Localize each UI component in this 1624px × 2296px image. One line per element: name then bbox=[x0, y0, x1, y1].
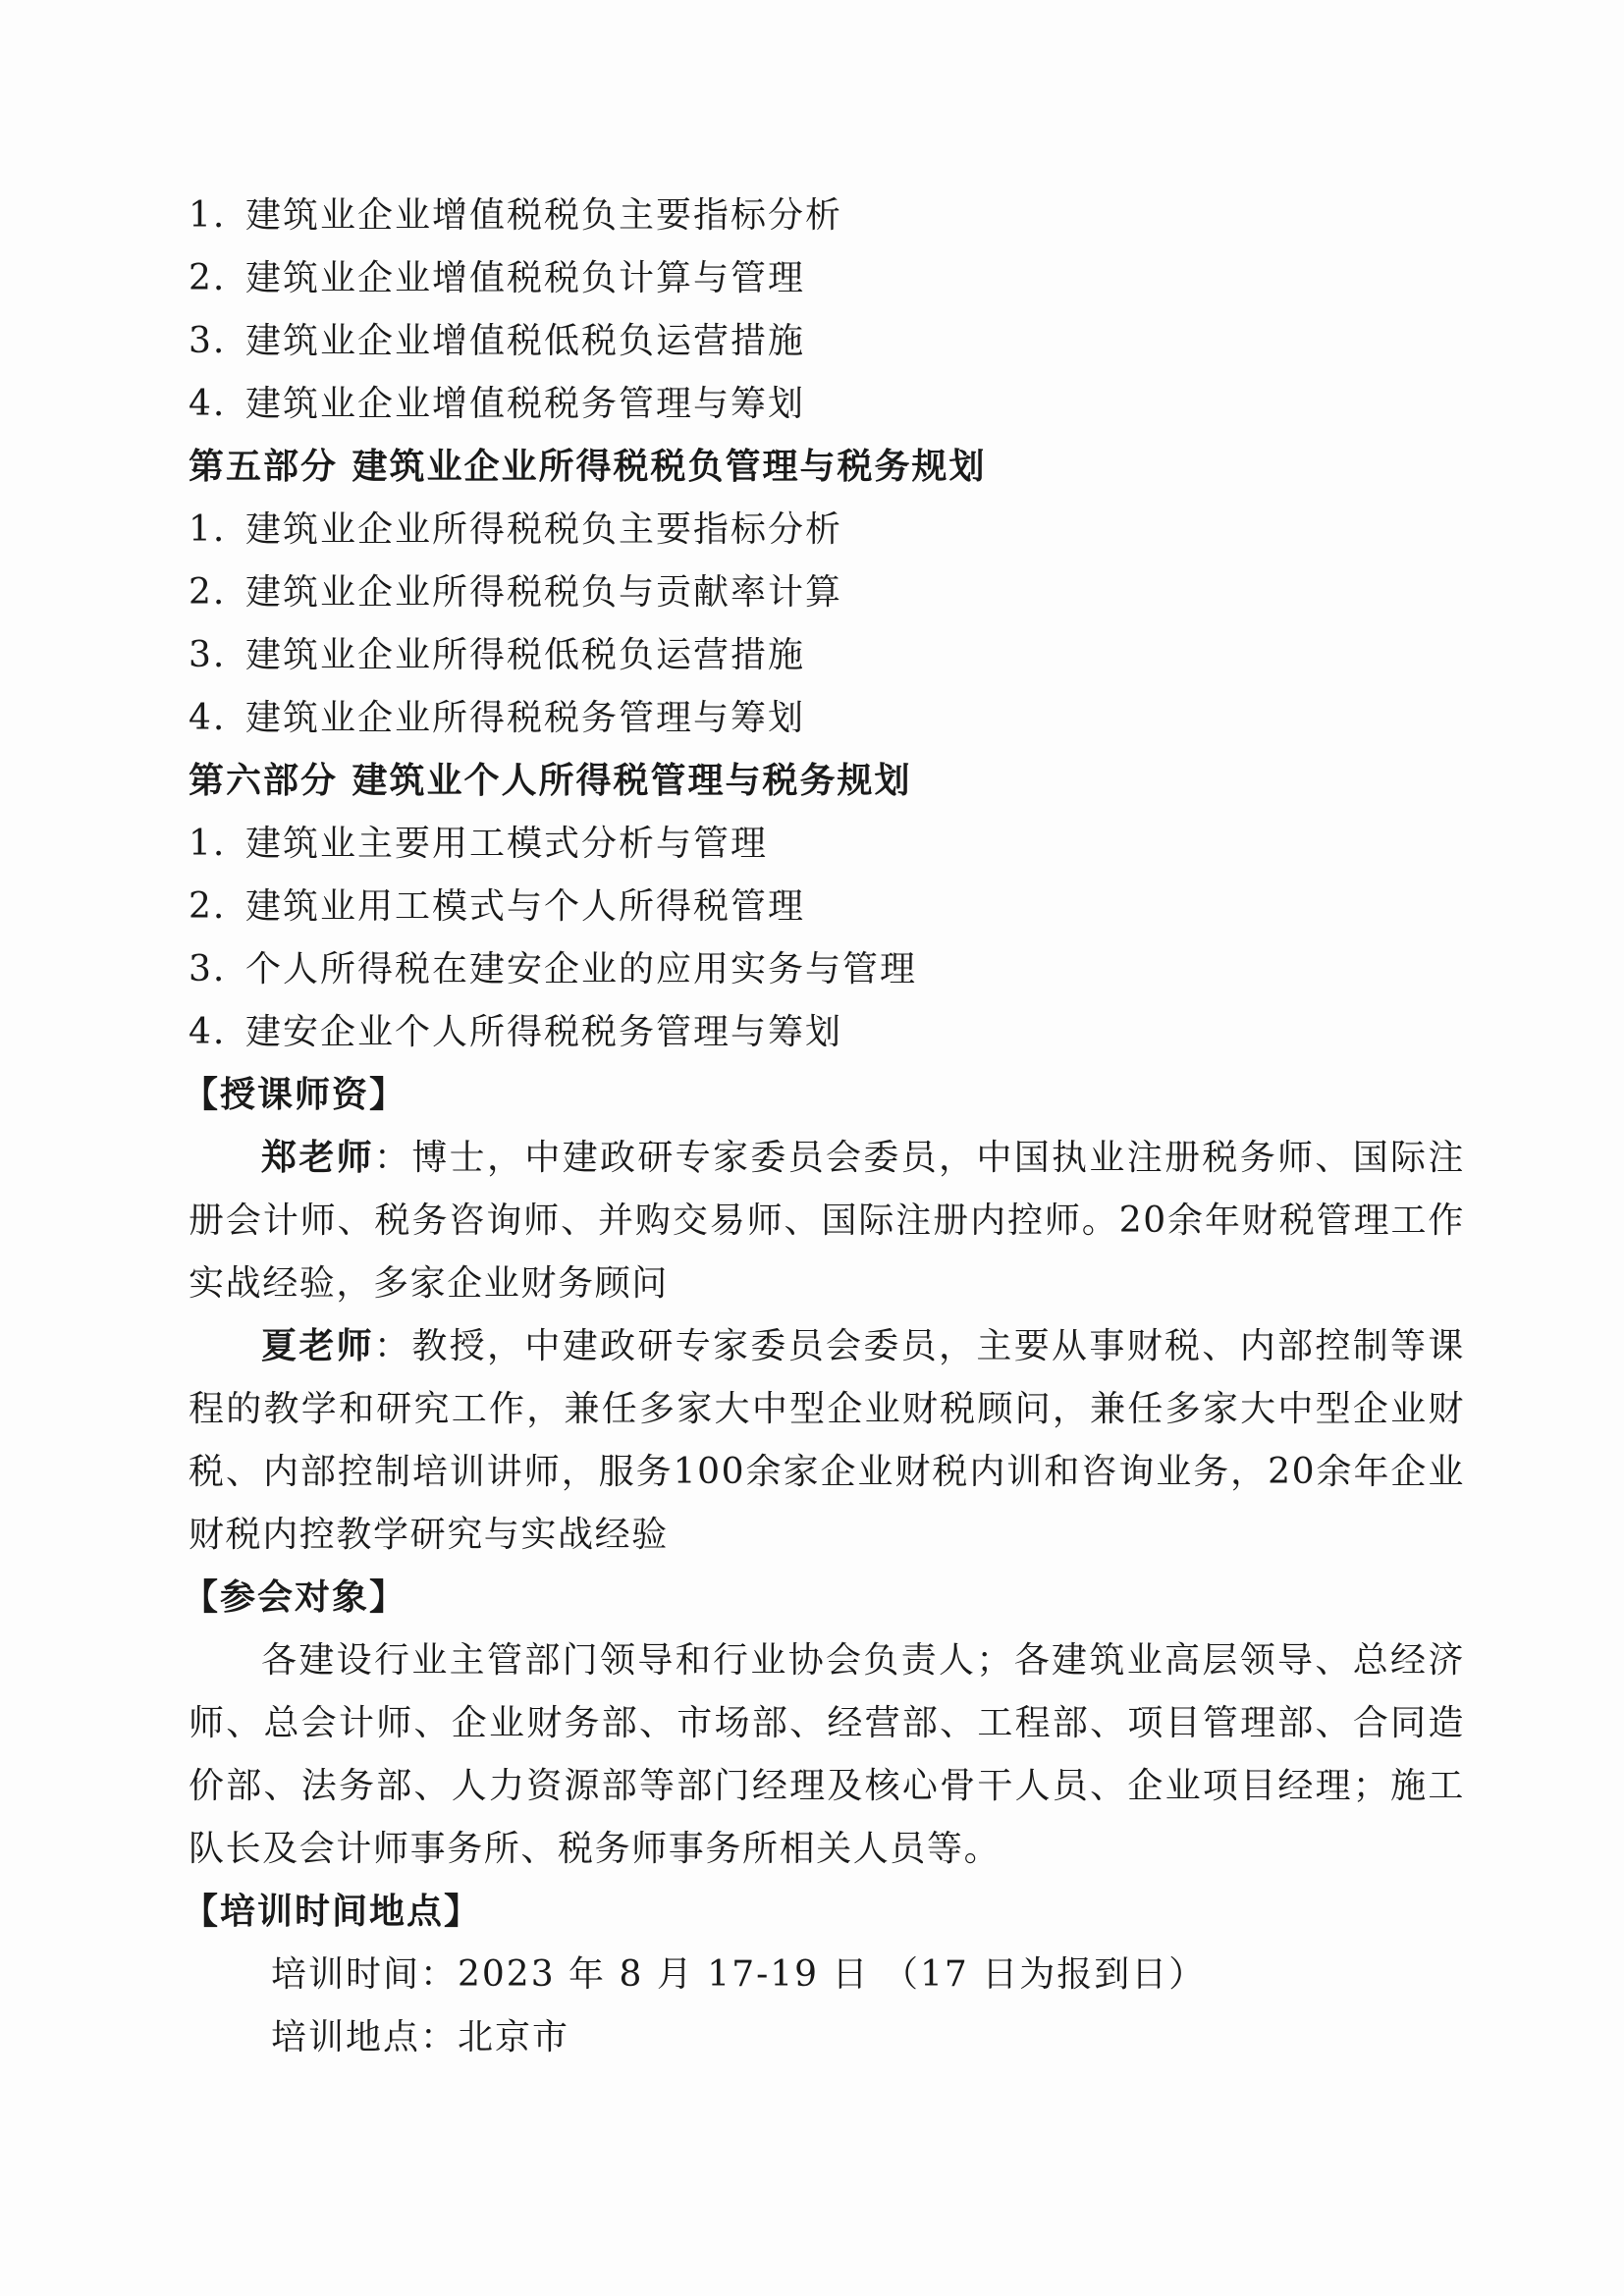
teacher-xia-paragraph bbox=[189, 1315, 1465, 1567]
list-item: 4. 建安企业个人所得税税务管理与筹划 bbox=[189, 1012, 843, 1052]
list-item: 1. 建筑业企业增值税税负主要指标分析 bbox=[189, 195, 843, 236]
list-item: 2. 建筑业企业所得税税负与贡献率计算 bbox=[189, 572, 843, 613]
part4-list bbox=[189, 185, 1475, 436]
list-item: 4. 建筑业企业所得税税务管理与筹划 bbox=[189, 698, 806, 738]
teacher-xia-bio: ：教授，中建政研专家委员会委员，主要从事财税、内部控制等课程的教学和研究工作，兼任多家大中型企业财税顾问，兼任多家大中型企业财税、内部控制培训讲师，服务100余家企业财税内训和咨询业务，20余年企业财税内控教学研究与实战经验 bbox=[189, 1326, 1465, 1555]
list-item: 3. 建筑业企业所得税低税负运营措施 bbox=[189, 635, 806, 675]
list-item: 1. 建筑业主要用工模式分析与管理 bbox=[189, 824, 769, 864]
teacher-zheng-paragraph bbox=[189, 1127, 1465, 1315]
part6-list bbox=[189, 813, 1475, 1064]
training-place: 培训地点：北京市 bbox=[271, 2017, 570, 2057]
attendees-heading: 【参会对象】 bbox=[183, 1577, 407, 1618]
schedule-heading: 【培训时间地点】 bbox=[183, 1892, 482, 1932]
training-time: 培训时间：2023 年 8 月 17-19 日 （17 日为报到日） bbox=[271, 1954, 1207, 1995]
part6-heading: 第六部分 建筑业个人所得税管理与税务规划 bbox=[189, 761, 912, 801]
teacher-zheng-bio: ：博士，中建政研专家委员会委员，中国执业注册税务师、国际注册会计师、税务咨询师、并购交易师、国际注册内控师。20余年财税管理工作实战经验，多家企业财务顾问 bbox=[189, 1138, 1465, 1304]
list-item: 2. 建筑业企业增值税税负计算与管理 bbox=[189, 258, 806, 298]
part5-heading: 第五部分 建筑业企业所得税税负管理与税务规划 bbox=[189, 447, 987, 487]
teacher-zheng-name: 郑老师 bbox=[261, 1138, 375, 1178]
list-item: 3. 建筑业企业增值税低税负运营措施 bbox=[189, 321, 806, 361]
teacher-xia-name: 夏老师 bbox=[261, 1326, 375, 1366]
attendees-paragraph: 各建设行业主管部门领导和行业协会负责人；各建筑业高层领导、总经济师、总会计师、企业财务部、市场部、经营部、工程部、项目管理部、合同造价部、法务部、人力资源部等部门经理及核心骨干人员、企业项目经理；施工队长及会计师事务所、税务师事务所相关人员等。 bbox=[189, 1640, 1465, 1869]
document-content bbox=[183, 185, 1475, 2069]
teachers-heading: 【授课师资】 bbox=[183, 1075, 407, 1115]
part5-list bbox=[189, 499, 1475, 750]
list-item: 4. 建筑业企业增值税税务管理与筹划 bbox=[189, 384, 806, 424]
list-item: 2. 建筑业用工模式与个人所得税管理 bbox=[189, 886, 806, 927]
list-item: 3. 个人所得税在建安企业的应用实务与管理 bbox=[189, 949, 918, 989]
list-item: 1. 建筑业企业所得税税负主要指标分析 bbox=[189, 509, 843, 550]
